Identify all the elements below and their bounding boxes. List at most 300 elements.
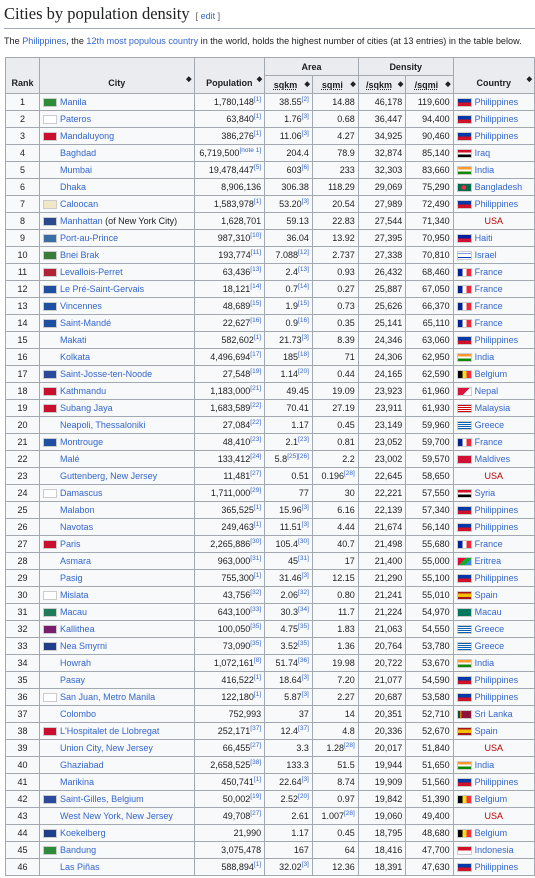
city-link[interactable]: Macau (60, 607, 88, 617)
density-sqkm-cell: 23,923 (358, 383, 405, 400)
area-sqkm-cell (265, 570, 313, 587)
population-value: 11,481 (223, 471, 251, 481)
city-link[interactable]: Mislata (60, 590, 89, 600)
area-sqkm-cell (265, 672, 313, 689)
population-cell (194, 230, 265, 247)
city-link[interactable]: Kallithea (60, 624, 95, 634)
city-link[interactable]: Mandaluyong (60, 131, 115, 141)
city-link[interactable]: Damascus (60, 488, 103, 498)
area-sqmi-cell (312, 366, 358, 383)
city-flag-icon (43, 761, 57, 770)
area-sqkm-ref[interactable]: [3] (301, 691, 309, 698)
population-ref[interactable]: [11] (250, 249, 262, 256)
area-sqkm-ref[interactable]: [37] (298, 725, 309, 732)
area-sqkm-ref[interactable]: [25][26] (287, 453, 309, 460)
area-sqmi-cell (312, 128, 358, 145)
area-sqkm-value: 204.4 (286, 148, 309, 158)
city-link[interactable]: Navotas (60, 522, 94, 532)
city-flag-icon (43, 404, 57, 413)
area-sqkm-value: 3.52 (280, 641, 299, 651)
country-flag-icon (457, 710, 472, 719)
population-ref[interactable]: [10] (250, 232, 262, 239)
country-cell (453, 536, 534, 553)
area-sqkm-ref[interactable]: [18] (298, 351, 309, 358)
area-sqmi-cell (312, 468, 358, 485)
area-sqkm-value: 59.13 (286, 216, 309, 226)
city-flag-icon (43, 438, 57, 447)
population-ref[interactable]: [1] (253, 334, 262, 341)
city-cell (40, 417, 194, 434)
rank-cell: 42 (6, 791, 40, 808)
density-sqkm-cell: 27,989 (358, 196, 405, 213)
country-cell (453, 604, 534, 621)
population-ref[interactable]: [1] (253, 861, 262, 868)
header-density-label: Density (389, 61, 422, 72)
city-link[interactable]: Pasay (60, 675, 86, 685)
city-link[interactable]: Port-au-Prince (60, 233, 119, 243)
country-link[interactable]: Spain (474, 590, 498, 600)
density-sqkm-cell: 46,178 (358, 94, 405, 111)
country-link[interactable]: France (474, 539, 503, 549)
city-cell (40, 706, 194, 723)
population-ref[interactable]: [1] (253, 674, 262, 681)
population-ref[interactable]: [29] (250, 487, 262, 494)
population-ref[interactable]: [19] (250, 368, 262, 375)
city-link[interactable]: Saint-Gilles, Belgium (60, 794, 144, 804)
country-link[interactable]: Philippines (474, 522, 519, 532)
population-ref[interactable]: [15] (250, 300, 262, 307)
city-link[interactable]: Makati (60, 335, 87, 345)
city-link[interactable]: Guttenberg, New Jersey (60, 471, 158, 481)
city-link[interactable]: Las Piñas (60, 862, 100, 872)
population-ref[interactable]: [32] (250, 589, 262, 596)
area-sqkm-cell (265, 604, 313, 621)
city-link[interactable]: Howrah (60, 658, 92, 668)
city-link[interactable]: West New York, New Jersey (60, 811, 173, 821)
country-link[interactable]: Philippines (474, 675, 519, 685)
population-ref[interactable]: [22] (250, 419, 262, 426)
country-link[interactable]: Philippines (474, 573, 519, 583)
density-sqkm-cell: 29,069 (358, 179, 405, 196)
density-sqmi-cell: 61,930 (406, 400, 453, 417)
area-sqkm-value: 3.3 (296, 743, 309, 753)
population-ref[interactable]: [19] (250, 793, 262, 800)
population-ref[interactable]: [14] (250, 283, 262, 290)
city-link[interactable]: Kolkata (60, 352, 91, 362)
density-sqmi-cell: 53,580 (406, 689, 453, 706)
area-sqkm-ref[interactable]: [31] (298, 555, 309, 562)
city-link[interactable]: Manila (60, 97, 87, 107)
area-sqkm-ref[interactable]: [3] (301, 113, 309, 120)
population-cell (194, 468, 265, 485)
population-cell (194, 298, 265, 315)
country-link[interactable]: Philippines (474, 692, 519, 702)
header-population[interactable] (194, 58, 265, 94)
country-flag-icon (457, 557, 472, 566)
city-link[interactable]: Levallois-Perret (60, 267, 123, 277)
area-sqmi-cell (312, 145, 358, 162)
country-link[interactable]: Greece (474, 420, 505, 430)
area-sqmi-cell (312, 553, 358, 570)
population-ref[interactable]: [27] (250, 470, 262, 477)
area-sqkm-cell (265, 349, 313, 366)
area-sqkm-ref[interactable]: [3] (301, 521, 309, 528)
country-cell (453, 451, 534, 468)
density-sqkm-cell: 27,544 (358, 213, 405, 230)
area-sqkm-value: 2.61 (291, 811, 309, 821)
country-link[interactable]: France (474, 301, 503, 311)
city-link[interactable]: L'Hospitalet de Llobregat (60, 726, 160, 736)
population-cell (194, 196, 265, 213)
city-link[interactable]: Baghdad (60, 148, 97, 158)
population-value: 66,455 (222, 743, 251, 753)
country-link[interactable]: Maldives (474, 454, 511, 464)
population-ref[interactable]: [31] (250, 555, 262, 562)
country-link[interactable]: Belgium (474, 828, 508, 838)
edit-link[interactable]: edit (200, 11, 216, 21)
city-link[interactable]: Asmara (60, 556, 92, 566)
table-row (6, 655, 535, 672)
city-link[interactable]: Pasig (60, 573, 83, 583)
country-link[interactable]: Philippines (474, 777, 519, 787)
country-flag-icon (457, 370, 472, 379)
population-ref[interactable]: [8] (253, 657, 262, 664)
header-per-sqmi[interactable] (406, 76, 453, 94)
city-link[interactable]: Nea Smyrni (60, 641, 108, 651)
country-link[interactable]: Belgium (474, 794, 508, 804)
area-sqkm-ref[interactable]: [3] (301, 674, 309, 681)
density-sqkm-cell: 20,687 (358, 689, 405, 706)
population-ref[interactable]: [37] (250, 725, 262, 732)
country-link[interactable]: Belgium (474, 369, 508, 379)
population-ref[interactable]: [38] (250, 759, 262, 766)
table-row (6, 434, 535, 451)
area-sqmi-cell (312, 638, 358, 655)
country-flag-icon (457, 183, 472, 192)
country-link[interactable]: Philippines (474, 335, 519, 345)
country-link[interactable]: Philippines (474, 97, 519, 107)
city-cell (40, 791, 194, 808)
population-ref[interactable]: [1] (253, 198, 262, 205)
country-link[interactable]: Syria (474, 488, 496, 498)
city-link[interactable]: Subang Jaya (60, 403, 113, 413)
table-body (6, 94, 535, 876)
city-cell (40, 570, 194, 587)
table-row (6, 332, 535, 349)
area-sqkm-value: 167 (293, 845, 309, 855)
country-link[interactable]: India (474, 658, 495, 668)
country-text: USA (484, 216, 504, 226)
header-per-sqkm[interactable] (358, 76, 405, 94)
city-cell (40, 689, 194, 706)
area-sqmi-cell (312, 706, 358, 723)
country-link[interactable]: Macau (474, 607, 502, 617)
area-sqmi-value: 1.28 (326, 743, 344, 753)
header-rank-label: Rank (11, 78, 34, 88)
city-link[interactable]: Malé (60, 454, 80, 464)
population-ref[interactable]: [note 1] (239, 147, 262, 154)
population-ref[interactable]: [13] (250, 266, 262, 273)
country-cell (453, 825, 534, 842)
area-sqkm-ref[interactable]: [16] (298, 317, 309, 324)
city-cell (40, 128, 194, 145)
population-ref[interactable]: [1] (253, 504, 262, 511)
country-flag-icon (457, 761, 472, 770)
population-ref[interactable]: [1] (253, 776, 262, 783)
population-ref[interactable]: [1] (253, 130, 262, 137)
area-sqmi-cell (312, 689, 358, 706)
population-ref[interactable]: [24] (250, 453, 262, 460)
area-sqkm-ref[interactable]: [3] (301, 198, 309, 205)
area-sqkm-ref[interactable]: [2] (301, 96, 309, 103)
area-sqmi-value: 8.39 (337, 335, 355, 345)
city-link[interactable]: Saint-Mandé (60, 318, 112, 328)
area-sqkm-ref[interactable]: [3] (301, 776, 309, 783)
country-cell (453, 723, 534, 740)
area-sqkm-ref[interactable]: [30] (298, 538, 309, 545)
city-link[interactable]: Neapoli, Thessaloniki (60, 420, 146, 430)
header-sqmi[interactable] (312, 76, 358, 94)
city-link[interactable]: Mumbai (60, 165, 93, 175)
population-value: 1,583,978 (213, 199, 254, 209)
area-sqmi-cell (312, 230, 358, 247)
area-sqkm-ref[interactable]: [34] (298, 606, 309, 613)
country-link[interactable]: Israel (474, 250, 497, 260)
city-link[interactable]: Koekelberg (60, 828, 106, 838)
area-sqkm-ref[interactable]: [3] (301, 861, 309, 868)
country-link[interactable]: France (474, 437, 503, 447)
header-country[interactable] (453, 58, 534, 94)
country-link[interactable]: Sri Lanka (474, 709, 513, 719)
density-sqkm-cell: 18,795 (358, 825, 405, 842)
country-link[interactable]: India (474, 760, 495, 770)
population-value: 1,072,161 (213, 658, 254, 668)
area-sqkm-ref[interactable]: [12] (298, 249, 309, 256)
area-sqkm-cell (265, 791, 313, 808)
table-row (6, 298, 535, 315)
city-flag-icon (43, 846, 57, 855)
area-sqkm-ref[interactable]: [13] (298, 266, 309, 273)
rank-cell: 30 (6, 587, 40, 604)
city-link[interactable]: Marikina (60, 777, 95, 787)
population-ref[interactable]: [21] (250, 385, 262, 392)
population-ref[interactable]: [35] (250, 640, 262, 647)
country-link[interactable]: Iraq (474, 148, 491, 158)
area-sqkm-value: 5.8 (274, 454, 288, 464)
city-link[interactable]: Montrouge (60, 437, 104, 447)
density-sqkm-cell: 22,645 (358, 468, 405, 485)
sort-icon: ◆ (445, 80, 451, 88)
area-sqkm-value: 2.4 (285, 267, 299, 277)
country-cell (453, 179, 534, 196)
population-cell (194, 604, 265, 621)
area-sqkm-ref[interactable]: [20] (298, 368, 309, 375)
population-ref[interactable]: [1] (253, 96, 262, 103)
rank-cell: 38 (6, 723, 40, 740)
density-sqmi-cell: 55,000 (406, 553, 453, 570)
city-link[interactable]: Saint-Josse-ten-Noode (60, 369, 153, 379)
population-ref[interactable]: [1] (253, 691, 262, 698)
country-link[interactable]: Philippines (474, 862, 519, 872)
country-link[interactable]: France (474, 284, 503, 294)
city-link[interactable]: San Juan, Metro Manila (60, 692, 156, 702)
area-sqkm-ref[interactable]: [3] (301, 572, 309, 579)
header-rank[interactable] (6, 58, 40, 94)
city-link[interactable]: Caloocan (60, 199, 99, 209)
area-sqmi-value: 4.8 (342, 726, 355, 736)
area-sqkm-cell (265, 366, 313, 383)
area-sqmi-cell (312, 349, 358, 366)
area-sqmi-cell (312, 604, 358, 621)
population-cell (194, 162, 265, 179)
city-flag-icon (43, 863, 57, 872)
city-flag-icon (43, 421, 57, 430)
population-ref[interactable]: [33] (250, 606, 262, 613)
country-link[interactable]: France (474, 318, 503, 328)
population-ref[interactable]: [5] (253, 164, 262, 171)
area-sqkm-ref[interactable]: [3] (301, 504, 309, 511)
area-sqkm-ref[interactable]: [32] (298, 589, 309, 596)
city-flag-icon (43, 710, 57, 719)
country-flag-icon (457, 489, 472, 498)
population-ref[interactable]: [27] (250, 742, 262, 749)
city-link[interactable]: Colombo (60, 709, 97, 719)
country-link[interactable]: France (474, 267, 503, 277)
table-row (6, 264, 535, 281)
area-sqmi-value: 6.16 (337, 505, 355, 515)
population-ref[interactable]: [27] (250, 810, 262, 817)
population-rank-link[interactable]: 12th most populous country (86, 36, 199, 46)
country-link[interactable]: Nepal (474, 386, 499, 396)
city-cell (40, 451, 194, 468)
area-sqkm-ref[interactable]: [35] (298, 640, 309, 647)
header-sqkm[interactable] (265, 76, 313, 94)
population-value: 1,183,000 (210, 386, 251, 396)
country-link[interactable]: Philippines (474, 114, 519, 124)
city-link[interactable]: Bandung (60, 845, 97, 855)
city-cell (40, 434, 194, 451)
density-sqkm-cell: 21,674 (358, 519, 405, 536)
country-link[interactable]: India (474, 165, 495, 175)
country-flag-icon (457, 523, 472, 532)
table-row (6, 842, 535, 859)
sort-icon: ◆ (186, 76, 192, 83)
city-link[interactable]: Le Pré-Saint-Gervais (60, 284, 145, 294)
area-sqmi-cell (312, 808, 358, 825)
area-sqkm-cell (265, 230, 313, 247)
city-link[interactable]: Dhaka (60, 182, 87, 192)
area-sqkm-ref[interactable]: [20] (298, 793, 309, 800)
city-link[interactable]: Bnei Brak (60, 250, 100, 260)
country-link[interactable]: Philippines (474, 505, 519, 515)
city-link[interactable]: Manhattan (60, 216, 103, 226)
area-sqmi-ref[interactable]: [28] (343, 810, 355, 817)
area-sqmi-value: 22.83 (332, 216, 355, 226)
city-link[interactable]: Union City, New Jersey (60, 743, 153, 753)
country-link[interactable]: Haiti (474, 233, 493, 243)
population-ref[interactable]: [17] (250, 351, 262, 358)
city-cell (40, 519, 194, 536)
population-value: 22,627 (222, 318, 251, 328)
city-link[interactable]: Paris (60, 539, 81, 549)
density-sqmi-cell: 59,960 (406, 417, 453, 434)
population-ref[interactable]: [1] (253, 113, 262, 120)
country-link[interactable]: Philippines (474, 199, 519, 209)
density-sqmi-cell: 51,650 (406, 757, 453, 774)
country-link[interactable]: Greece (474, 641, 505, 651)
area-sqkm-ref[interactable]: [6] (301, 164, 309, 171)
header-city[interactable] (40, 58, 194, 94)
philippines-link[interactable]: Philippines (22, 36, 67, 46)
population-ref[interactable]: [22] (250, 402, 262, 409)
city-link[interactable]: Pateros (60, 114, 92, 124)
area-sqkm-ref[interactable]: [3] (301, 334, 309, 341)
density-sqmi-cell: 51,390 (406, 791, 453, 808)
density-sqmi-cell: 48,680 (406, 825, 453, 842)
population-cell (194, 757, 265, 774)
country-cell (453, 298, 534, 315)
country-flag-icon (457, 234, 472, 243)
population-ref[interactable]: [23] (250, 436, 262, 443)
country-link[interactable]: Philippines (474, 131, 519, 141)
area-sqkm-value: 185 (283, 352, 299, 362)
table-row (6, 162, 535, 179)
area-sqmi-value: 1.36 (337, 641, 355, 651)
country-flag-icon (457, 574, 472, 583)
rank-cell: 10 (6, 247, 40, 264)
area-sqkm-ref[interactable]: [35] (298, 623, 309, 630)
country-flag-icon (457, 166, 472, 175)
country-link[interactable]: Eritrea (474, 556, 502, 566)
area-sqkm-ref[interactable]: [14] (298, 283, 309, 290)
area-sqkm-value: 7.088 (275, 250, 299, 260)
area-sqmi-value: 233 (339, 165, 355, 175)
table-row (6, 740, 535, 757)
city-link[interactable]: Vincennes (60, 301, 102, 311)
area-sqmi-ref[interactable]: [28] (343, 742, 355, 749)
city-link[interactable]: Ghaziabad (60, 760, 104, 770)
city-link[interactable]: Kathmandu (60, 386, 107, 396)
country-link[interactable]: Greece (474, 624, 505, 634)
population-value: 133,412 (217, 454, 251, 464)
population-cell (194, 655, 265, 672)
population-ref[interactable]: [30] (250, 538, 262, 545)
table-row (6, 587, 535, 604)
area-sqkm-ref[interactable]: [15] (298, 300, 309, 307)
country-link[interactable]: India (474, 352, 495, 362)
city-link[interactable]: Malabon (60, 505, 95, 515)
population-value: 8,906,136 (221, 182, 262, 192)
population-ref[interactable]: [35] (250, 623, 262, 630)
country-cell (453, 655, 534, 672)
population-ref[interactable]: [1] (253, 521, 262, 528)
population-ref[interactable]: [1] (253, 572, 262, 579)
area-sqmi-cell (312, 111, 358, 128)
country-link[interactable]: Indonesia (474, 845, 514, 855)
area-sqmi-ref[interactable]: [28] (343, 470, 355, 477)
country-link[interactable]: Spain (474, 726, 498, 736)
population-ref[interactable]: [16] (250, 317, 262, 324)
population-value: 2,265,886 (210, 539, 251, 549)
country-link[interactable]: Bangladesh (474, 182, 523, 192)
area-sqkm-ref[interactable]: [3] (301, 130, 309, 137)
country-flag-icon (457, 829, 472, 838)
area-sqkm-ref[interactable]: [23] (298, 436, 309, 443)
country-cell (453, 519, 534, 536)
population-value: 365,525 (221, 505, 254, 515)
area-sqkm-ref[interactable]: [36] (298, 657, 309, 664)
country-link[interactable]: Malaysia (474, 403, 511, 413)
